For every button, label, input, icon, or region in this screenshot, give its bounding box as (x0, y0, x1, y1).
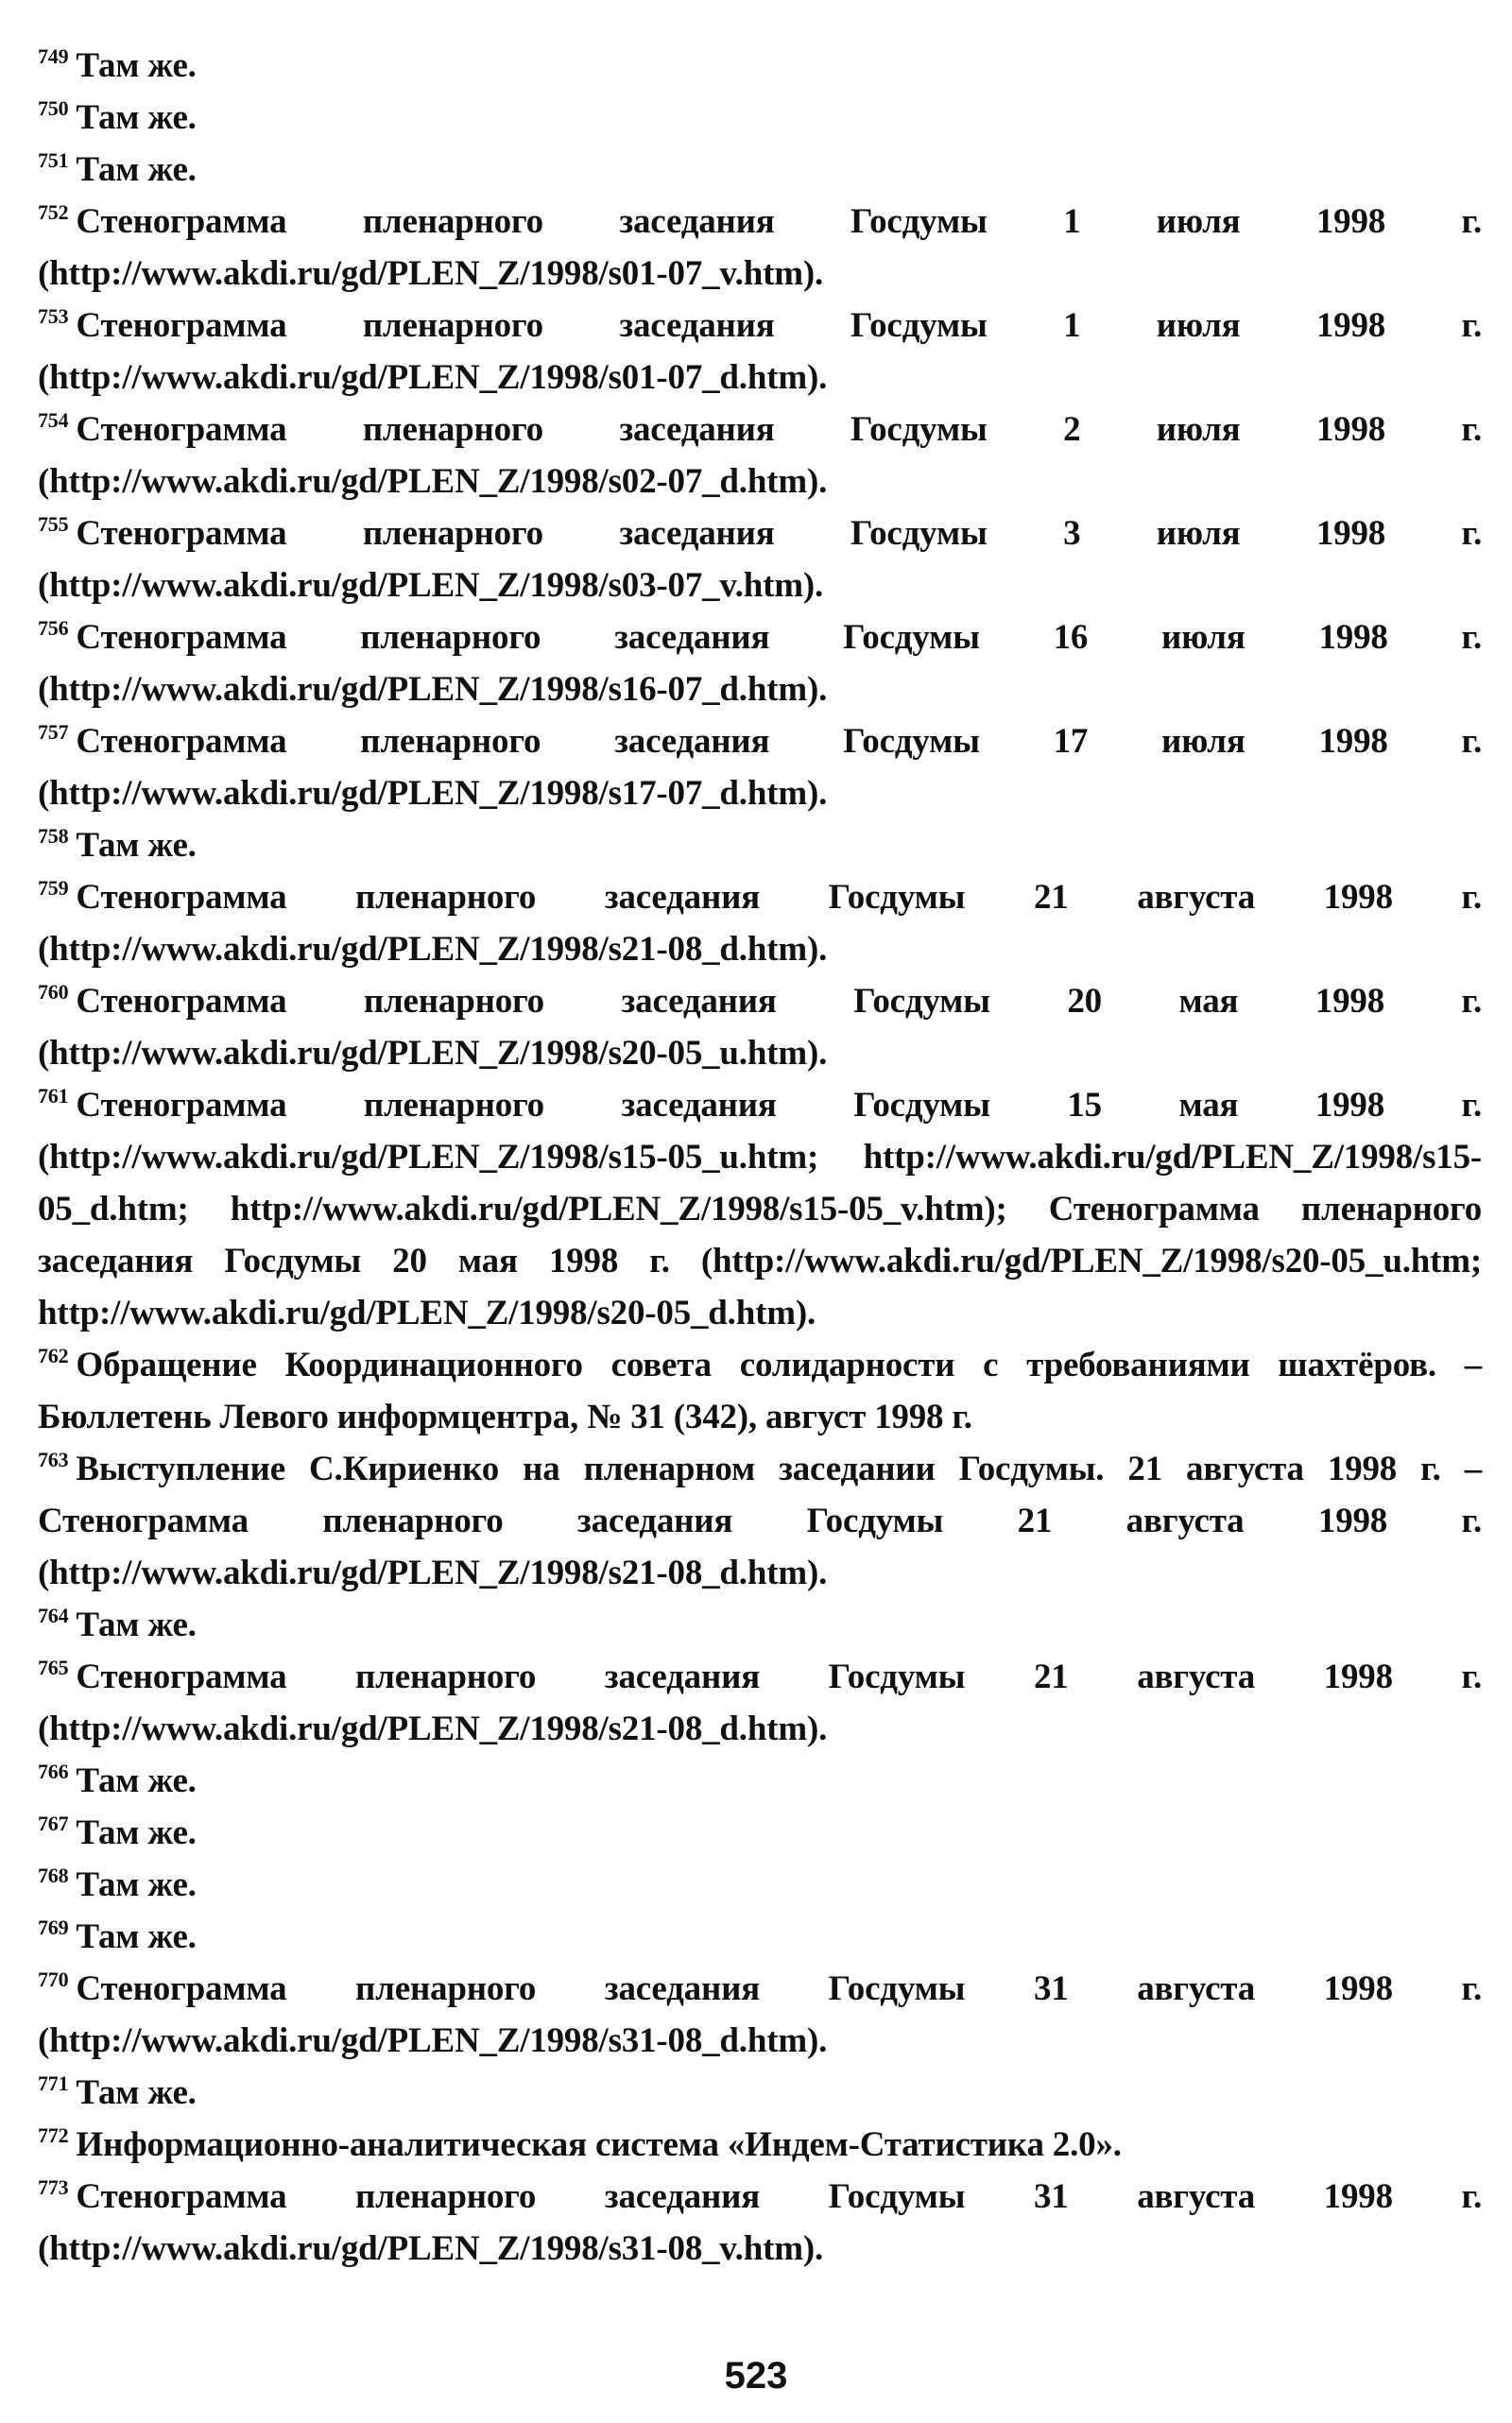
footnote-text: Стенограмма пленарного заседания Госдумы 15 мая 1998 г. (http://www.akdi.ru/gd/PLEN_Z/1998/s15-05_u.htm; http://www.akdi.ru/gd/PLEN_Z/1998/s15-05_d.htm; http://www.akdi.ru/gd/PLEN_Z/1998/s15-05_v.htm); Стенограмма пленарного заседания Госдумы 20 мая 1998 г. (http://www.akdi.ru/gd/PLEN_Z/1998/s20-05_u.htm; http://www.akdi.ru/gd/PLEN_Z/1998/s20-05_d.htm). (38, 1086, 1482, 1332)
footnote-763 (38, 1443, 1482, 1599)
footnote-760 (38, 975, 1482, 1079)
footnote-text: Там же. (76, 46, 197, 85)
footnote-text: Стенограмма пленарного заседания Госдумы 1 июля 1998 г. (http://www.akdi.ru/gd/PLEN_Z/1998/s01-07_d.htm). (38, 306, 1482, 397)
footnote-number: 769 (38, 1916, 69, 1939)
footnote-text: Там же. (76, 1813, 197, 1852)
footnote-number: 765 (38, 1656, 69, 1679)
footnote-761 (38, 1079, 1482, 1339)
footnote-767 (38, 1807, 1482, 1859)
footnote-number: 753 (38, 304, 69, 328)
footnote-number: 759 (38, 876, 69, 900)
footnote-number: 763 (38, 1448, 69, 1471)
footnote-753 (38, 300, 1482, 404)
footnote-text: Стенограмма пленарного заседания Госдумы 3 июля 1998 г. (http://www.akdi.ru/gd/PLEN_Z/1998/s03-07_v.htm). (38, 514, 1482, 605)
footnote-751 (38, 144, 1482, 196)
footnote-765 (38, 1651, 1482, 1755)
footnote-762 (38, 1339, 1482, 1443)
footnote-number: 755 (38, 512, 69, 536)
footnote-number: 767 (38, 1812, 69, 1835)
footnote-number: 772 (38, 2123, 69, 2147)
footnote-number: 768 (38, 1864, 69, 1887)
footnote-749 (38, 40, 1482, 92)
footnote-752 (38, 196, 1482, 300)
footnote-text: Стенограмма пленарного заседания Госдумы 2 июля 1998 г. (http://www.akdi.ru/gd/PLEN_Z/1998/s02-07_d.htm). (38, 410, 1482, 501)
footnote-text: Стенограмма пленарного заседания Госдумы 21 августа 1998 г. (http://www.akdi.ru/gd/PLEN_Z/1998/s21-08_d.htm). (38, 1658, 1482, 1748)
footnote-text: Стенограмма пленарного заседания Госдумы 17 июля 1998 г. (http://www.akdi.ru/gd/PLEN_Z/1998/s17-07_d.htm). (38, 722, 1482, 813)
footnote-759 (38, 871, 1482, 975)
footnote-number: 761 (38, 1084, 69, 1108)
footnote-number: 760 (38, 980, 69, 1004)
footnote-text: Там же. (76, 2073, 197, 2112)
page-number: 523 (724, 2355, 788, 2397)
footnote-text: Там же. (76, 1761, 197, 1800)
footnote-number: 762 (38, 1344, 69, 1367)
footnote-768 (38, 1859, 1482, 1911)
footnote-number: 773 (38, 2175, 69, 2199)
footnote-text: Там же. (76, 826, 197, 865)
footnote-text: Там же. (76, 150, 197, 189)
footnote-text: Там же. (76, 98, 197, 137)
footnote-769 (38, 1911, 1482, 1963)
footnote-text: Стенограмма пленарного заседания Госдумы 31 августа 1998 г. (http://www.akdi.ru/gd/PLEN_Z/1998/s31-08_d.htm). (38, 1969, 1482, 2060)
footnote-772 (38, 2119, 1482, 2171)
footnote-text: Там же. (76, 1606, 197, 1644)
footnote-758 (38, 819, 1482, 871)
footnote-number: 758 (38, 824, 69, 848)
footnote-text: Там же. (76, 1917, 197, 1956)
footnote-text: Стенограмма пленарного заседания Госдумы 1 июля 1998 г. (http://www.akdi.ru/gd/PLEN_Z/1998/s01-07_v.htm). (38, 202, 1482, 293)
footnote-number: 757 (38, 720, 69, 744)
footnote-text: Стенограмма пленарного заседания Госдумы 21 августа 1998 г. (http://www.akdi.ru/gd/PLEN_Z/1998/s21-08_d.htm). (38, 878, 1482, 969)
footnote-text: Информационно-аналитическая система «Индем-Статистика 2.0». (76, 2125, 1122, 2164)
footnote-764 (38, 1599, 1482, 1651)
footnote-750 (38, 92, 1482, 144)
footnote-text: Выступление С.Кириенко на пленарном заседании Госдумы. 21 августа 1998 г. – Стенограмма пленарного заседания Госдумы 21 августа 1998 г. (http://www.akdi.ru/gd/PLEN_Z/1998/s21-08_d.htm). (38, 1450, 1482, 1592)
footnote-number: 751 (38, 148, 69, 172)
footnote-number: 752 (38, 200, 69, 224)
footnote-text: Обращение Координационного совета солидарности с требованиями шахтёров. – Бюллетень Левого информцентра, № 31 (342), август 1998 г. (38, 1346, 1482, 1436)
footnote-757 (38, 715, 1482, 819)
footnote-number: 766 (38, 1760, 69, 1783)
footnote-756 (38, 611, 1482, 715)
footnote-number: 749 (38, 44, 69, 68)
footnote-text: Стенограмма пленарного заседания Госдумы 31 августа 1998 г. (http://www.akdi.ru/gd/PLEN_Z/1998/s31-08_v.htm). (38, 2177, 1482, 2268)
footnote-number: 770 (38, 1968, 69, 1991)
footnote-number: 756 (38, 616, 69, 640)
footnote-number: 750 (38, 96, 69, 120)
footnote-text: Там же. (76, 1865, 197, 1904)
footnote-771 (38, 2067, 1482, 2119)
footnote-770 (38, 1963, 1482, 2067)
footnote-773 (38, 2171, 1482, 2275)
footnote-766 (38, 1755, 1482, 1807)
footnote-text: Стенограмма пленарного заседания Госдумы 16 июля 1998 г. (http://www.akdi.ru/gd/PLEN_Z/1998/s16-07_d.htm). (38, 618, 1482, 709)
footnote-number: 764 (38, 1604, 69, 1627)
footnote-text: Стенограмма пленарного заседания Госдумы 20 мая 1998 г. (http://www.akdi.ru/gd/PLEN_Z/1998/s20-05_u.htm). (38, 982, 1482, 1073)
footnote-number: 754 (38, 408, 69, 432)
footnote-754 (38, 404, 1482, 507)
footnotes-list (38, 40, 1482, 2275)
footnote-755 (38, 507, 1482, 611)
footnote-number: 771 (38, 2071, 69, 2095)
